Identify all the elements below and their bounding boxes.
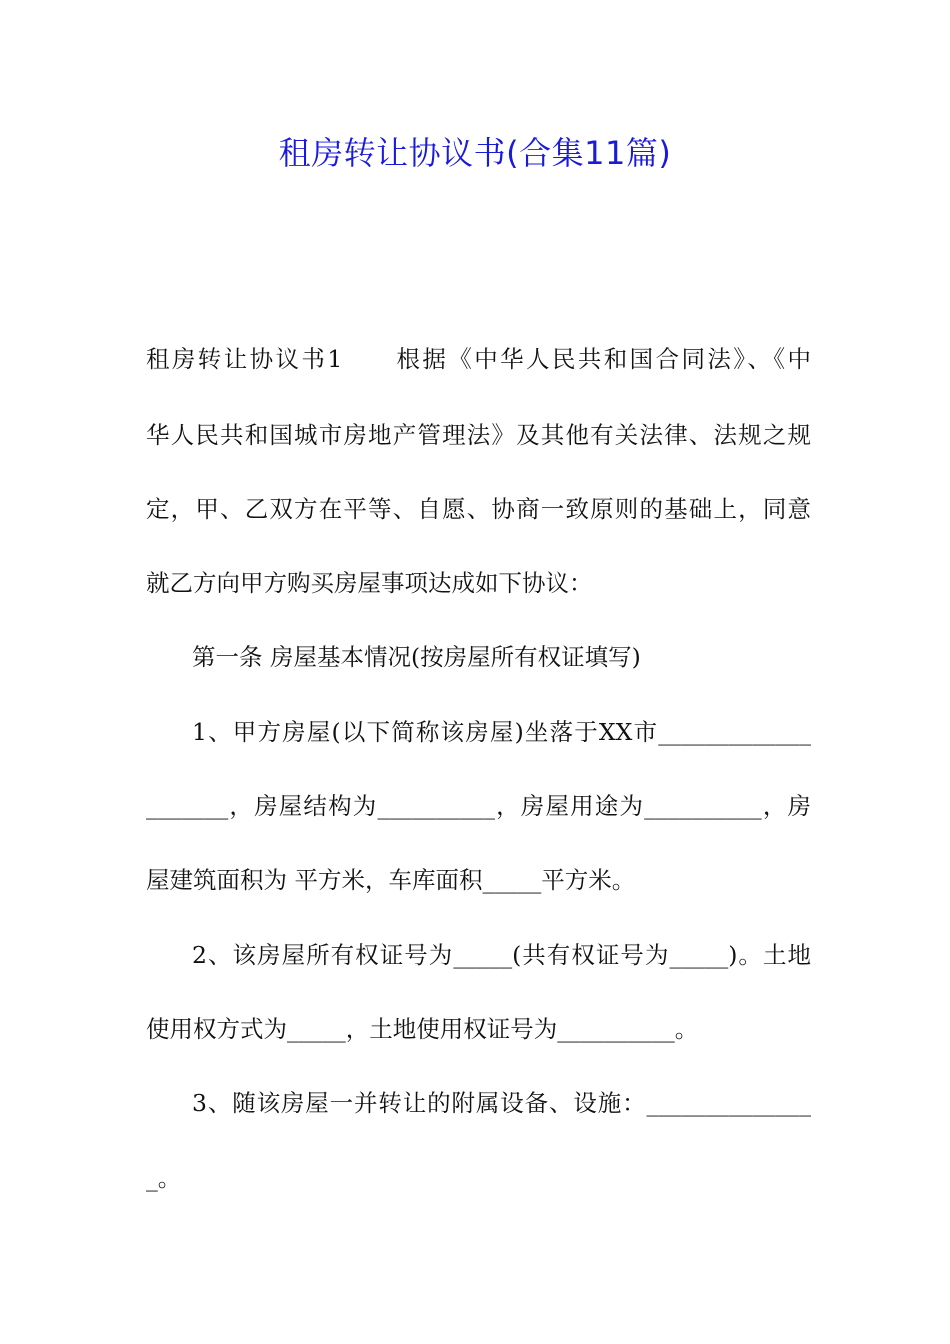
paragraph-line: 1、甲方房屋(以下简称该房屋)坐落于XX市_____________ [192,718,811,746]
paragraph-line: 使用权方式为_____，土地使用权证号为__________。 [146,1015,699,1043]
paragraph-line: _______，房屋结构为__________，房屋用途为__________，房 [146,792,811,820]
document-title: 租房转让协议书(合集11篇) [278,134,672,172]
paragraph-line: 华人民共和国城市房地产管理法》及其他有关法律、法规之规 [146,421,811,449]
paragraph-line: 屋建筑面积为 平方米，车库面积_____平方米。 [146,866,636,894]
paragraph-line: 定，甲、乙双方在平等、自愿、协商一致原则的基础上，同意 [146,495,811,523]
paragraph-line: 2、该房屋所有权证号为_____(共有权证号为_____)。土地 [192,941,811,969]
section-heading: 第一条 房屋基本情况(按房屋所有权证填写) [192,643,641,671]
paragraph-line: 就乙方向甲方购买房屋事项达成如下协议： [146,569,593,597]
paragraph-line: _。 [146,1164,182,1192]
paragraph-line: 3、随该房屋一并转让的附属设备、设施：______________ [192,1089,811,1117]
paragraph-line: 租房转让协议书1 根据《中华人民共和国合同法》、《中 [146,345,811,373]
